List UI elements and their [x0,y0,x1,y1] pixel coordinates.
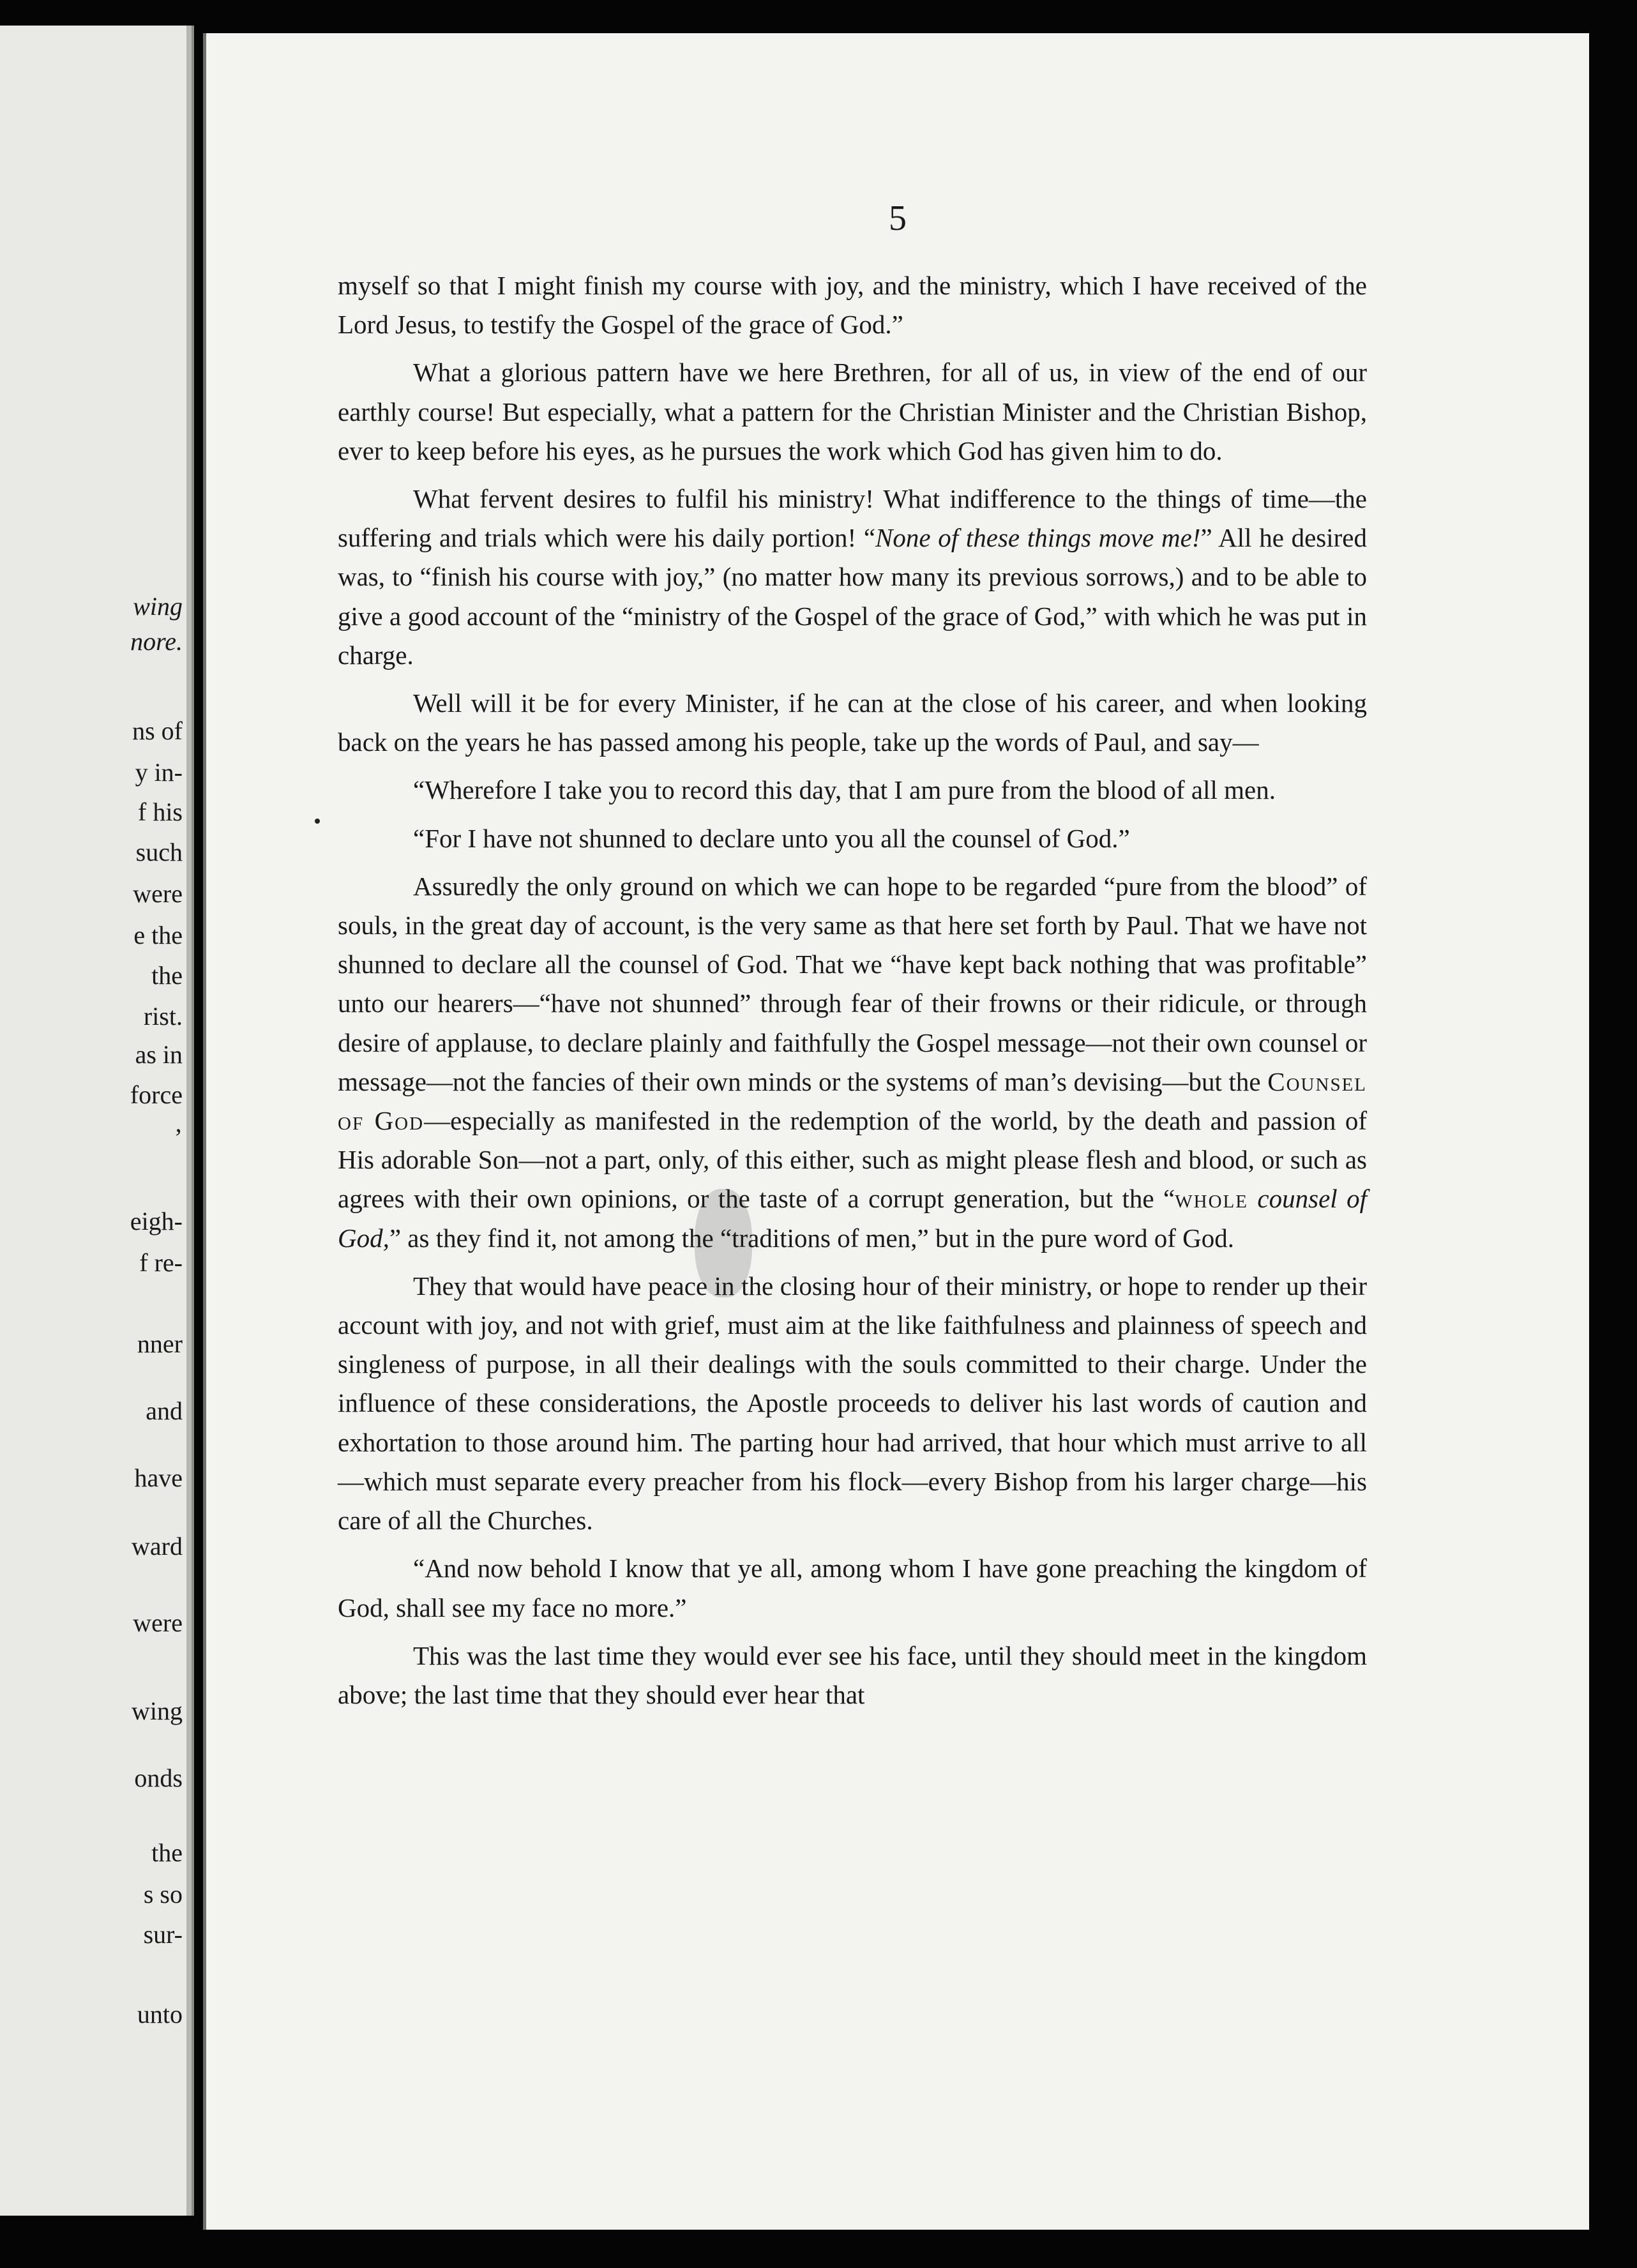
left-text-fragment: have [134,1463,183,1492]
paragraph [338,867,1367,1258]
small-caps-run: Counsel of God [338,1066,1367,1136]
paragraph: myself so that I might finish my course with joy, and the ministry, which I have received of the Lord Jesus, to testify the Gospel of the grace of God.” [338,271,1367,340]
left-text-fragment: as in [135,1040,183,1069]
left-text-fragment: eigh- [130,1207,183,1236]
left-text-fragment: the [151,1838,183,1867]
paragraph [338,480,1367,675]
left-text-fragment: wing [132,1697,183,1725]
text-run: ” as they find it, not among the “traditions of men,” but in the pure word of God. [389,1223,1234,1253]
italic-run: counsel of God, [338,1184,1368,1253]
left-text-fragment: sur- [143,1920,183,1949]
left-text-fragment: f re- [139,1248,183,1277]
page-body [338,266,1367,1714]
paragraph: They that would have peace in the closing hour of their ministry, or hope to render up their account with joy, and not with grief, must aim at the like faithfulness and plainness of speech and singleness of purpose, in all their dealings with the souls committed to their charge. Under the influence of these considerations, the Apostle proceeds to deliver his last words of caution and exhortation to those around him. The parting hour had arrived, that hour which must arrive to all—which must separate every preacher from his flock—every Bishop from his larger charge—his care of all the Churches. [338,1271,1367,1536]
text-run: Assuredly the only ground on which we can hope to be regarded “pure from the blood” of souls, in the great day of account, is the very same as that here set forth by Paul. That we have not shunned to declare all the counsel of God. That we “have kept back nothing that was profitable” unto our hearers—“have not shunned” through fear of their frowns or their ridicule, or through desire of applause, to declare plainly and faithfully the Gospel message—not their own counsel or message—not the fancies of their own minds or the systems of man’s devising—but the [338,871,1367,1096]
text-run: —especially as manifested in the redemption of the world, by the death and passion of His adorable Son—not a part, only, of this either, such as might please flesh and blood, or such as agrees with their own opinions, or the taste of a corrupt generation, but the “ [338,1106,1367,1214]
left-text-fragment: f his [138,798,183,826]
facing-page-fragment [0,26,194,2216]
text-run: What fervent desires to fulfil his ministry! What indifference to the things of time—the suffering and trials which were his daily portion! “ [338,484,1367,553]
left-text-fragment: force [130,1080,183,1109]
left-text-fragment: e the [133,921,183,949]
page-gutter [186,26,192,2216]
paragraph: “Wherefore I take you to record this day, that I am pure from the blood of all men. [413,775,1276,805]
paragraph: “For I have not shunned to declare unto you all the counsel of God.” [413,823,1130,853]
paragraph: What a glorious pattern have we here Brethren, for all of us, in view of the end of our earthly course! But especially, what a pattern for the Christian Minister and the Christian Bishop, ever to keep before his eyes, as he pursues the work which God has given him to do. [338,358,1367,465]
left-text-fragment: unto [137,2000,183,2029]
left-text-fragment: were [133,879,183,908]
left-text-fragment: ward [132,1532,183,1561]
left-text-fragment: nner [137,1329,183,1358]
paragraph: Well will it be for every Minister, if he can at the close of his career, and when looking back on the years he has passed among his people, take up the words of Paul, and say— [338,688,1367,757]
paragraph: “And now behold I know that ye all, among whom I have gone preaching the kingdom of God, shall see my face no more.” [338,1554,1367,1622]
left-text-fragment: y in- [135,758,183,787]
paragraph: This was the last time they would ever see his face, until they should meet in the kingdom above; the last time that they should ever hear that [338,1640,1367,1709]
left-text-fragment: were [133,1608,183,1637]
left-text-fragment: wing [133,592,183,621]
italic-quote: None of these things move me! [875,523,1201,553]
left-text-fragment: nore. [130,627,183,656]
left-text-fragment: ’ [174,1123,183,1152]
left-text-fragment: onds [134,1764,183,1792]
left-text-fragment: such [135,838,183,866]
left-text-fragment: ns of [132,716,183,745]
book-page [203,33,1589,2230]
left-text-fragment: rist. [143,1002,183,1031]
left-text-fragment: and [146,1396,183,1425]
left-text-fragment: the [151,961,183,990]
small-caps-run: whole [1175,1184,1248,1214]
page-speck [315,819,320,824]
left-text-fragment: s so [143,1880,183,1909]
text-run: ” All he desired was, to “finish his course with joy,” (no matter how many its previous sorrows,) and to be able to give a good account of the “ministry of the Gospel of the grace of God,” with which he was put in charge. [338,523,1367,670]
page-number: 5 [889,199,907,238]
